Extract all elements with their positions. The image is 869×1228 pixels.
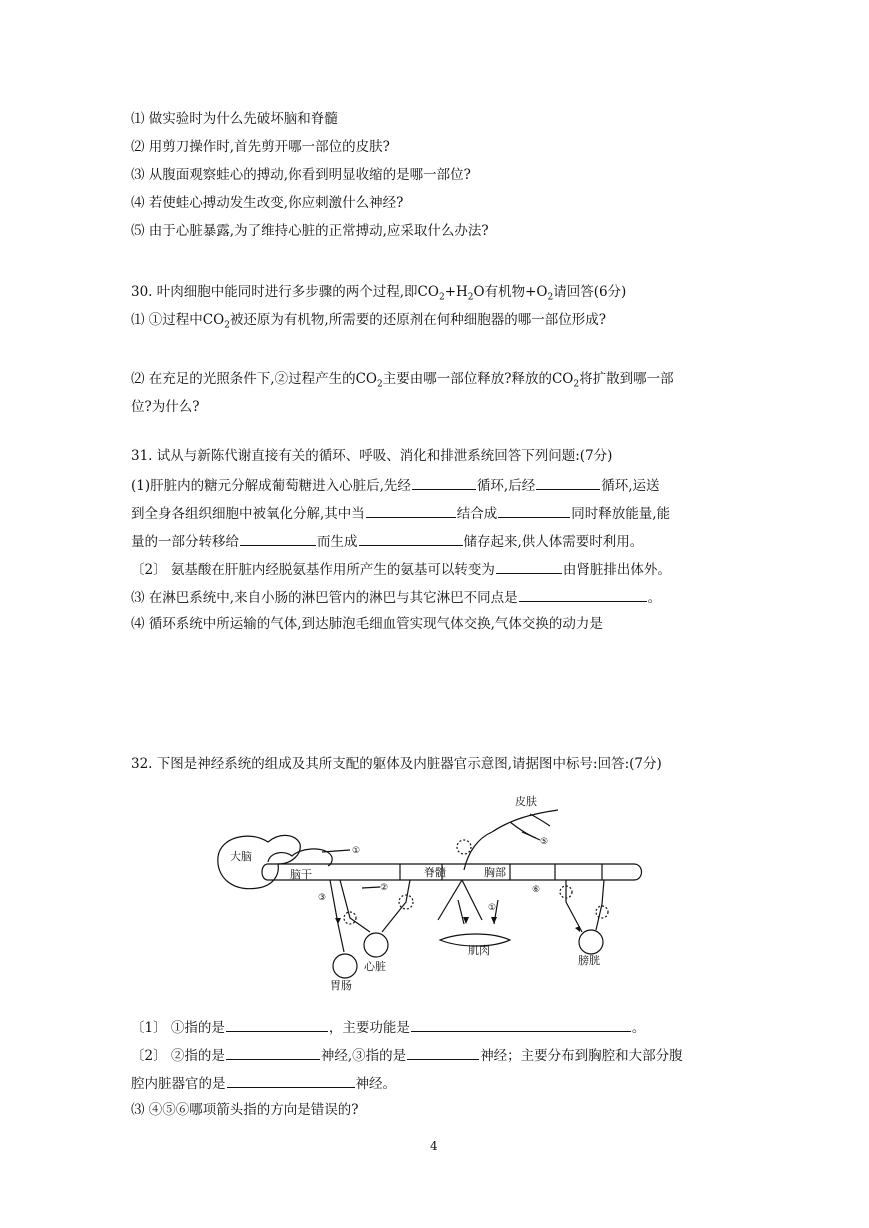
answer-blank[interactable] (366, 503, 456, 518)
answer-blank[interactable] (498, 503, 570, 518)
q32-part-1: 〔1〕 ①指的是 ，主要功能是 。 (131, 1017, 645, 1037)
marker-5: ⑤ (540, 837, 549, 847)
q31-part-4: ⑷ 循环系统中所运输的气体,到达肺泡毛细血管实现气体交换,气体交换的动力是 (131, 616, 603, 632)
q30-stem: 30. 叶肉细胞中能同时进行多步骤的两个过程,即$CO_2+H_2O$有机物$+O_2$请回答(6分) (131, 284, 627, 303)
q32-part-3: ⑶ ④⑤⑥哪项箭头指的方向是错误的? (131, 1102, 359, 1118)
q31-stem: 31. 试从与新陈代谢直接有关的循环、呼吸、消化和排泄系统回答下列问题:(7分) (131, 448, 613, 464)
heart-organ (364, 933, 388, 957)
marker-1: ① (352, 846, 361, 856)
answer-blank[interactable] (519, 587, 647, 602)
label-bladder: 膀胱 (578, 954, 600, 967)
label-cerebrum: 大脑 (230, 850, 252, 863)
q31-part-2: 〔2〕 氨基酸在肝脏内经脱氨基作用所产生的氨基可以转变为 由肾脏排出体外。 (131, 559, 671, 579)
q31-part-1-line-3: 量的一部分转移给 而生成 储存起来,供人体需要时利用。 (131, 531, 643, 551)
q32-stem: 32. 下图是神经系统的组成及其所支配的躯体及内脏器官示意图,请据图中标号:回答:(7分) (131, 756, 662, 772)
q29-item-1: ⑴ 做实验时为什么先破坏脑和脊髓 (131, 111, 338, 127)
marker-2: ② (380, 883, 389, 893)
label-stomach: 胃肠 (330, 979, 352, 992)
label-brainstem: 脑干 (290, 868, 312, 881)
answer-blank[interactable] (359, 531, 463, 546)
bladder-organ (579, 930, 603, 954)
label-muscle: 肌肉 (468, 944, 490, 957)
q31-part-1-line-2: 到全身各组织细胞中被氧化分解,其中当 结合成 同时释放能量,能 (131, 503, 670, 523)
page-number: 4 (430, 1139, 438, 1153)
q30-part-2-cont: 位?为什么? (131, 399, 200, 415)
label-heart: 心脏 (364, 960, 386, 973)
skin-shape (492, 810, 558, 840)
q32-part-2: 〔2〕 ②指的是 神经,③指的是 神经；主要分布到胸腔和大部分腹 (131, 1045, 683, 1065)
q29-item-3: ⑶ 从腹面观察蛙心的搏动,你看到明显收缩的是哪一部位? (131, 167, 471, 183)
q29-item-4: ⑷ 若使蛙心搏动发生改变,你应刺激什么神经? (131, 195, 404, 211)
label-thorax: 胸部 (484, 866, 506, 879)
answer-blank[interactable] (226, 1017, 328, 1032)
answer-blank[interactable] (412, 475, 476, 490)
answer-blank[interactable] (536, 475, 600, 490)
marker-3: ③ (318, 893, 327, 903)
spinal-cord-shape (262, 864, 642, 880)
q29-item-5: ⑸ 由于心脏暴露,为了维持心脏的正常搏动,应采取什么办法? (131, 223, 489, 239)
answer-blank[interactable] (240, 531, 316, 546)
label-skin: 皮肤 (515, 795, 537, 808)
answer-blank[interactable] (411, 1017, 631, 1032)
answer-blank[interactable] (227, 1073, 355, 1088)
marker-1-muscle: ① (488, 903, 497, 913)
answer-blank[interactable] (407, 1045, 479, 1060)
marker-6: ⑥ (532, 885, 541, 895)
q32-part-2-cont: 腔内脏器官的是 神经。 (131, 1073, 396, 1093)
q31-part-3: ⑶ 在淋巴系统中,来自小肠的淋巴管内的淋巴与其它淋巴不同点是 。 (131, 587, 661, 607)
q29-item-2: ⑵ 用剪刀操作时,首先剪开哪一部位的皮肤? (131, 139, 390, 155)
label-spinal-cord: 脊髓 (424, 866, 446, 879)
q31-part-1: (1)肝脏内的糖元分解成葡萄糖进入心脏后,先经 循环,后经 循环,运送 (131, 475, 660, 495)
nervous-system-diagram (210, 792, 650, 997)
stomach-organ (333, 954, 357, 978)
q30-part-2: ⑵ 在充足的光照条件下,②过程产生的$CO_2$主要由哪一部位释放?释放的$CO_2$将扩散到哪一部 (131, 371, 674, 390)
q30-part-1: ⑴ ①过程中$CO_2$被还原为有机物,所需要的还原剂在何种细胞器的哪一部位形成? (131, 312, 606, 331)
answer-blank[interactable] (496, 559, 562, 574)
receptor-marker (457, 840, 471, 854)
answer-blank[interactable] (226, 1045, 320, 1060)
